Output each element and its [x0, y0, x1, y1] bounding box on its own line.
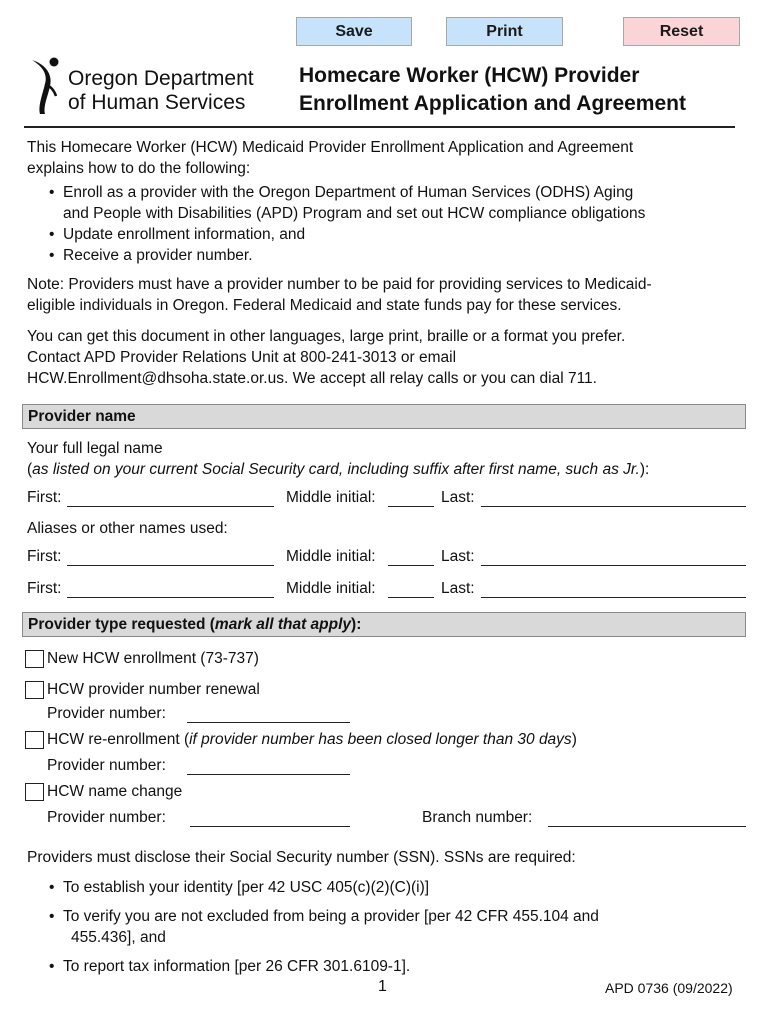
note-line2: eligible individuals in Oregon. Federal Medicaid and state funds pay for these services. [27, 297, 622, 314]
renewal-provider-number-input[interactable] [187, 722, 350, 723]
alias1-middle-label: Middle initial: [286, 548, 376, 565]
aliases-label: Aliases or other names used: [27, 520, 228, 537]
intro-bullet-1: Enroll as a provider with the Oregon Department of Human Services (ODHS) Aging [63, 184, 634, 201]
reenrollment-checkbox[interactable] [25, 731, 44, 749]
org-name-line2: of Human Services [68, 91, 246, 114]
renewal-checkbox[interactable] [25, 681, 44, 699]
odhs-logo-icon [28, 56, 68, 116]
first-name-label: First: [27, 489, 62, 506]
ssn-bullet-2-cont: 455.436], and [71, 929, 166, 946]
form-code: APD 0736 (09/2022) [605, 980, 733, 996]
new-enrollment-label: New HCW enrollment (73-737) [47, 650, 259, 667]
bullet-dot: • [49, 879, 55, 896]
branch-number-label: Branch number: [422, 809, 533, 826]
header-rule [24, 126, 735, 128]
print-button[interactable]: Print [446, 17, 563, 46]
name-change-provider-number-label: Provider number: [47, 809, 166, 826]
name-change-label: HCW name change [47, 783, 183, 800]
alias2-middle-label: Middle initial: [286, 580, 376, 597]
reenrollment-label: HCW re-enrollment (if provider number has been closed longer than 30 days) [47, 731, 577, 748]
alias2-first-input[interactable] [67, 597, 274, 598]
bullet-dot: • [49, 226, 55, 243]
ssn-bullet-2: To verify you are not excluded from being a provider [per 42 CFR 455.104 and [63, 908, 599, 925]
alias2-last-input[interactable] [481, 597, 746, 598]
access-line2: Contact APD Provider Relations Unit at 800-241-3013 or email [27, 349, 457, 366]
org-name-line1: Oregon Department [68, 67, 254, 90]
bullet-dot: • [49, 247, 55, 264]
intro-line1: This Homecare Worker (HCW) Medicaid Provider Enrollment Application and Agreement [27, 139, 634, 156]
page-title: Homecare Worker (HCW) Provider Enrollment Application and Agreement [299, 64, 686, 115]
page-number: 1 [378, 978, 387, 995]
alias2-middle-input[interactable] [388, 597, 434, 598]
renewal-label: HCW provider number renewal [47, 681, 260, 698]
legal-name-label: Your full legal name [27, 440, 163, 457]
renewal-provider-number-label: Provider number: [47, 705, 166, 722]
ssn-bullet-3: To report tax information [per 26 CFR 301.6109-1]. [63, 958, 411, 975]
reenrollment-provider-number-label: Provider number: [47, 757, 166, 774]
note-line1: Note: Providers must have a provider number to be paid for providing services to Medicaid- [27, 276, 652, 293]
name-change-provider-number-input[interactable] [190, 826, 350, 827]
legal-name-hint: (as listed on your current Social Security card, including suffix after first name, such as Jr.): [27, 461, 650, 478]
middle-initial-label: Middle initial: [286, 489, 376, 506]
middle-initial-input[interactable] [388, 506, 434, 507]
alias1-last-input[interactable] [481, 565, 746, 566]
bullet-dot: • [49, 958, 55, 975]
name-change-checkbox[interactable] [25, 783, 44, 801]
intro-bullet-1-cont: and People with Disabilities (APD) Program and set out HCW compliance obligations [63, 205, 646, 222]
provider-type-header: Provider type requested (mark all that apply): [22, 612, 746, 637]
last-name-input[interactable] [481, 506, 746, 507]
reenrollment-provider-number-input[interactable] [187, 774, 350, 775]
alias1-middle-input[interactable] [388, 565, 434, 566]
bullet-dot: • [49, 184, 55, 201]
ssn-bullet-1: To establish your identity [per 42 USC 405(c)(2)(C)(i)] [63, 879, 430, 896]
alias1-first-label: First: [27, 548, 62, 565]
provider-name-header: Provider name [22, 404, 746, 429]
alias2-last-label: Last: [441, 580, 475, 597]
intro-bullet-3: Receive a provider number. [63, 247, 253, 264]
access-line1: You can get this document in other languages, large print, braille or a format you prefer. [27, 328, 626, 345]
ssn-line: Providers must disclose their Social Security number (SSN). SSNs are required: [27, 849, 576, 866]
reset-button[interactable]: Reset [623, 17, 740, 46]
last-name-label: Last: [441, 489, 475, 506]
intro-line2: explains how to do the following: [27, 160, 251, 177]
first-name-input[interactable] [67, 506, 274, 507]
intro-bullet-2: Update enrollment information, and [63, 226, 306, 243]
save-button[interactable]: Save [296, 17, 412, 46]
alias2-first-label: First: [27, 580, 62, 597]
alias1-first-input[interactable] [67, 565, 274, 566]
alias1-last-label: Last: [441, 548, 475, 565]
bullet-dot: • [49, 908, 55, 925]
access-line3: HCW.Enrollment@dhsoha.state.or.us. We accept all relay calls or you can dial 711. [27, 370, 597, 387]
new-enrollment-checkbox[interactable] [25, 650, 44, 668]
branch-number-input[interactable] [548, 826, 746, 827]
